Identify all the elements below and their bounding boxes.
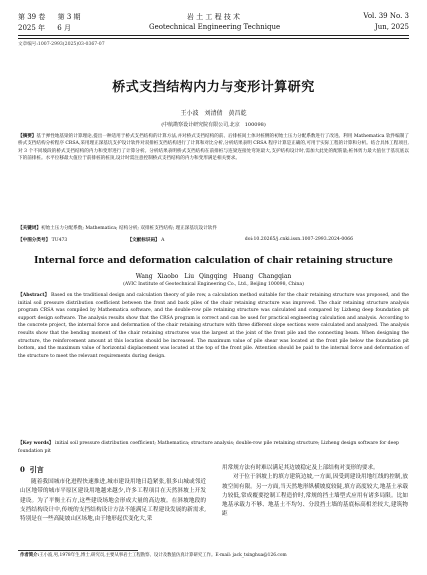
article-number: 文章编号:1007-2993(2025)03-0367-07: [18, 42, 105, 47]
header-rule-thick: [18, 35, 409, 36]
journal-name-en: Geotechnical Engineering Technique: [148, 23, 281, 31]
doi-label: doi:: [244, 237, 254, 242]
keywords-en: [18, 440, 409, 455]
doc-code-value: A: [161, 238, 165, 243]
abstract-en-label: 【Abstract】: [18, 293, 50, 298]
date-en: Jun, 2025: [374, 23, 409, 31]
journal-name-cn: 岩 土 工 程 技 术: [186, 13, 241, 21]
header-rule-thin: [18, 38, 409, 39]
abstract-en: [18, 292, 409, 360]
volume-issue-en: Vol. 39 No. 3: [363, 12, 409, 20]
clc-label: 【中图分类号】: [18, 238, 51, 243]
authors-en: Wang Xiaobo Liu Qingqing Huang Changqian: [135, 273, 292, 280]
header-date-cn: [18, 23, 147, 33]
body-column-right: [222, 464, 408, 520]
header-row-2: [18, 23, 409, 33]
keywords-en-text: initial soil pressure distribution coefficient; Mathematica; structure analysis; double-row pile retaining structure; Lizheng design software for deep foundation pit: [18, 441, 399, 454]
abstract-cn-text: 基于弹性地基梁的计算理论,提出一种适用于桥式支挡结构的计算方法,并对桥式支挡结构的前、后排桩间土体对桩侧的初始土压力分配系数进行了改进。利用 Mathematica 软件编制了桥式支挡结构分析程序 CRSA,采用理正深基坑支护设计软件对双排桩支挡结构进行了计算和对比分析,分析结果表明 CRSA 程序计算是正确的,可用于实际工程的计算和分析。结合具体工程项目,对 3 个不同坡段的桥式支挡结构的内力和变形进行了计算分析。分析结果表明桥式支挡结构在前排桩与连梁连接处弯矩最大,支护结构设计时,需加大此处的配筋量;桩体剪力最大值位于基坑底以下的前排桩。水平位移最大值位于前排桩的桩顶,设计时需注意控制桥式支挡结构的内力和变形满足相关要求。: [18, 134, 409, 161]
authors-cn: 王小波 刘清倩 黄昌乾: [180, 110, 247, 117]
affiliation-en: (AVIC Institute of Geotechnical Engineering Co., Ltd., Beijing 100098, China): [123, 282, 304, 287]
abstract-en-text: Based on the traditional design and calculation theory of pile row, a calculation method suitable for the chair retaining structure was proposed, and the initial soil pressure distribution coefficient between the front and back piles of the chair retaining structure was improved. The chair retaining structure analysis program CRSA was compiled by Mathematica software, and the double-row pile retaining structure was calculated and compared by Lizheng deep foundation pit support design software. The analysis results show that the CRSA program is correct and can be used for practical engineering calculation and analysis. According to the concrete project, the internal force and deformation of the chair retaining structure with three different slope sections were calculated and analyzed. The analysis results show that the bending moment of the chair retaining structures was the largest at the joint of the front pile and the connecting beam. When designing the structure, the reinforcement amount at this location should be increased. The maximum value of pile shear was located at the front pile below the foundation pit bottom, and the maximum value of horizontal displacement was located at the top of the front pile. Attention should be paid to the internal force and deformation of the structure to meet the relevant requirements during design.: [18, 293, 409, 359]
footnote-text: 王小波,男,1978年生,博士,研究员,主要从事岩土工程勘察、设计及数值仿真计算研究工作。E-mail: jack_tsinghua@126.com: [39, 553, 287, 558]
paragraph-continuation: 用常规方法有时难以满足其边坡稳定及上部结构对变形的要求。: [222, 465, 379, 471]
volume-cn: 第 39 卷: [18, 13, 46, 21]
paper-title-cn: 桥式支挡结构内力与变形计算研究: [112, 80, 315, 95]
clc-value: TU473: [51, 238, 68, 243]
keywords-cn-text: 初始土压力分配系数; Mathematica; 结构分析; 双排桩支挡结构; 理正深基坑设计软件: [40, 226, 217, 231]
author-footnote: [20, 553, 409, 560]
keywords-en-label: 【Key words】: [18, 441, 54, 446]
issue-cn: 第 3 期: [57, 13, 81, 21]
doi-field: [245, 237, 409, 243]
keywords-cn: [18, 225, 409, 231]
keywords-cn-label: 【关键词】: [18, 226, 41, 231]
doc-code-field: [127, 237, 244, 243]
year-cn: 2025 年: [18, 24, 46, 32]
abstract-cn: [18, 133, 409, 162]
paragraph: 对于位于斜坡上的填方建筑边坡,一方面,因受到建设用地红线的控制,放坡空间有限。另一方面,当天然地形纵横坡度较陡,填方高度较大,地基土承载力较低,常成覆要挖制工程造价时,常规的挡土墙型式应用有诸多局限。比如地基承载力不够、地基土不均匀、分段挡土墙的基底标高相差较大,建筑物距: [222, 474, 408, 518]
abstract-cn-label: 【摘要】: [18, 134, 37, 139]
body-column-left: [20, 478, 206, 524]
affiliation-cn: (中航勘察设计研究院有限公司,北京 100098): [161, 122, 266, 128]
section-title: 引言: [29, 465, 44, 474]
journal-header: [18, 12, 409, 40]
footnote-label: 作者简介:: [20, 553, 40, 558]
paragraph: 随着我国城市化进程快速推进,城市建设用地日趋紧张,很多山城或邻近山区地带的城市平原区建设用地越来越少,许多工程项目在天然斜坡上开发建设。为了平衡土石方,这些建设场地会形成大量的高边坡。在斜坡地段的支挡结构设计中,传统的支挡结构设计方法不能满足工程建设发展的新需求,特别是在一些高陡坡山区场地,由于地形起伏变化大,采: [20, 479, 206, 523]
month-cn: 6 月: [57, 24, 71, 32]
section-heading-introduction: [20, 465, 44, 475]
clc-field: [18, 237, 127, 243]
header-volume-issue-cn: [18, 12, 147, 22]
classification-row: [18, 237, 409, 243]
header-row-1: [18, 12, 409, 22]
doc-code-label: 【文献标识码】: [127, 238, 160, 243]
doi-value: 10.20265/j.cnki.issn.1007-2993.2024-0066: [253, 237, 354, 242]
footnote-rule: [18, 550, 138, 551]
paper-title-en: Internal force and deformation calculation of chair retaining structure: [34, 256, 393, 266]
section-number: 0: [20, 465, 25, 474]
